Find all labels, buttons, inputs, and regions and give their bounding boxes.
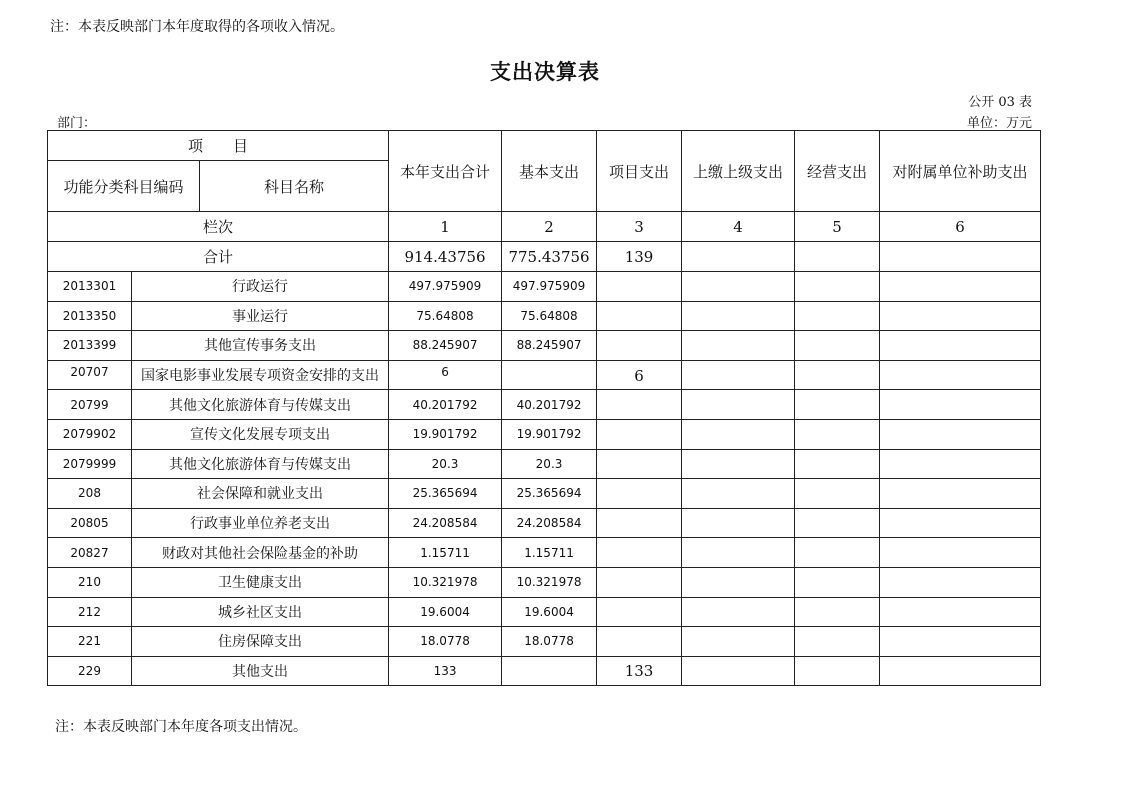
table-row: [48, 449, 1041, 479]
row-total-value: 133: [389, 656, 502, 686]
row-business-value: [795, 538, 880, 568]
header-col-total: 本年支出合计: [389, 131, 502, 212]
row-name: 国家电影事业发展专项资金安排的支出: [132, 360, 389, 390]
table-row: [48, 656, 1041, 686]
row-total-value: 497.975909: [389, 272, 502, 302]
row-total-value: 1.15711: [389, 538, 502, 568]
row-project-value: 6: [597, 360, 682, 390]
row-project-value: [597, 508, 682, 538]
lanci-row: [48, 212, 1041, 242]
row-project-value: [597, 331, 682, 361]
expenditure-table: [47, 130, 1041, 686]
row-name: 其他支出: [132, 656, 389, 686]
row-project-value: [597, 567, 682, 597]
row-project-value: [597, 419, 682, 449]
row-name: 其他文化旅游体育与传媒支出: [132, 390, 389, 420]
table-row: [48, 419, 1041, 449]
table-row: [48, 479, 1041, 509]
row-subsidy-value: [880, 301, 1041, 331]
row-basic-value: 10.321978: [502, 567, 597, 597]
row-upper-value: [682, 419, 795, 449]
row-basic-value: 497.975909: [502, 272, 597, 302]
row-upper-value: [682, 538, 795, 568]
row-project-value: [597, 301, 682, 331]
lanci-num: 5: [795, 212, 880, 242]
row-upper-value: [682, 449, 795, 479]
row-basic-value: 75.64808: [502, 301, 597, 331]
row-upper-value: [682, 597, 795, 627]
row-upper-value: [682, 390, 795, 420]
row-code: 20827: [48, 538, 132, 568]
row-upper-value: [682, 479, 795, 509]
bottom-note: 注：本表反映部门本年度各项支出情况。: [55, 719, 307, 735]
row-business-value: [795, 479, 880, 509]
row-project-value: [597, 538, 682, 568]
row-name: 卫生健康支出: [132, 567, 389, 597]
row-basic-value: [502, 656, 597, 686]
row-business-value: [795, 656, 880, 686]
row-basic-value: 19.6004: [502, 597, 597, 627]
row-upper-value: [682, 656, 795, 686]
header-col-subsidy: 对附属单位补助支出: [880, 131, 1041, 212]
row-total-value: 19.901792: [389, 419, 502, 449]
row-name: 行政事业单位养老支出: [132, 508, 389, 538]
lanci-num: 2: [502, 212, 597, 242]
row-basic-value: 20.3: [502, 449, 597, 479]
row-upper-value: [682, 627, 795, 657]
row-basic-value: 40.201792: [502, 390, 597, 420]
row-basic-value: 19.901792: [502, 419, 597, 449]
header-col-basic: 基本支出: [502, 131, 597, 212]
row-subsidy-value: [880, 597, 1041, 627]
row-name: 其他宣传事务支出: [132, 331, 389, 361]
row-code: 210: [48, 567, 132, 597]
row-basic-value: [502, 360, 597, 390]
row-total-value: 18.0778: [389, 627, 502, 657]
row-name: 社会保障和就业支出: [132, 479, 389, 509]
row-subsidy-value: [880, 360, 1041, 390]
total-value: [795, 242, 880, 272]
header-col-project: 项目支出: [597, 131, 682, 212]
row-upper-value: [682, 301, 795, 331]
header-col-upper: 上缴上级支出: [682, 131, 795, 212]
header-item: 项 目: [48, 131, 389, 161]
row-basic-value: 25.365694: [502, 479, 597, 509]
table-row: [48, 360, 1041, 390]
header-row: [48, 131, 1041, 161]
row-upper-value: [682, 360, 795, 390]
row-business-value: [795, 390, 880, 420]
row-total-value: 10.321978: [389, 567, 502, 597]
total-value: 139: [597, 242, 682, 272]
row-code: 2013301: [48, 272, 132, 302]
row-basic-value: 1.15711: [502, 538, 597, 568]
page-title: 支出决算表: [490, 59, 600, 84]
row-business-value: [795, 301, 880, 331]
total-value: 775.43756: [502, 242, 597, 272]
row-subsidy-value: [880, 567, 1041, 597]
row-code: 2013350: [48, 301, 132, 331]
row-subsidy-value: [880, 272, 1041, 302]
row-business-value: [795, 419, 880, 449]
row-business-value: [795, 272, 880, 302]
total-value: [880, 242, 1041, 272]
total-value: [682, 242, 795, 272]
row-code: 229: [48, 656, 132, 686]
row-business-value: [795, 567, 880, 597]
row-code: 221: [48, 627, 132, 657]
row-subsidy-value: [880, 508, 1041, 538]
total-label: 合计: [48, 242, 389, 272]
table-row: [48, 627, 1041, 657]
row-business-value: [795, 331, 880, 361]
row-project-value: [597, 627, 682, 657]
row-code: 20805: [48, 508, 132, 538]
table-row: [48, 272, 1041, 302]
row-name: 事业运行: [132, 301, 389, 331]
row-total-value: 88.245907: [389, 331, 502, 361]
total-row: [48, 242, 1041, 272]
row-upper-value: [682, 567, 795, 597]
table-row: [48, 597, 1041, 627]
row-business-value: [795, 597, 880, 627]
table-row: [48, 538, 1041, 568]
unit-label: 单位：万元: [966, 116, 1032, 131]
row-name: 行政运行: [132, 272, 389, 302]
row-total-value: 24.208584: [389, 508, 502, 538]
header-col-business: 经营支出: [795, 131, 880, 212]
header-name: 科目名称: [200, 161, 389, 212]
row-total-value: 75.64808: [389, 301, 502, 331]
row-subsidy-value: [880, 479, 1041, 509]
department-label: 部门：: [57, 116, 97, 131]
row-project-value: [597, 390, 682, 420]
row-project-value: [597, 479, 682, 509]
row-business-value: [795, 449, 880, 479]
lanci-num: 4: [682, 212, 795, 242]
row-name: 宣传文化发展专项支出: [132, 419, 389, 449]
row-subsidy-value: [880, 627, 1041, 657]
table-row: [48, 390, 1041, 420]
row-name: 城乡社区支出: [132, 597, 389, 627]
row-basic-value: 18.0778: [502, 627, 597, 657]
row-name: 住房保障支出: [132, 627, 389, 657]
row-subsidy-value: [880, 390, 1041, 420]
row-subsidy-value: [880, 538, 1041, 568]
row-code: 208: [48, 479, 132, 509]
row-basic-value: 24.208584: [502, 508, 597, 538]
row-subsidy-value: [880, 419, 1041, 449]
table-row: [48, 567, 1041, 597]
row-name: 财政对其他社会保险基金的补助: [132, 538, 389, 568]
row-project-value: [597, 597, 682, 627]
row-subsidy-value: [880, 449, 1041, 479]
row-total-value: 25.365694: [389, 479, 502, 509]
row-business-value: [795, 360, 880, 390]
row-code: 2079999: [48, 449, 132, 479]
table-row: [48, 331, 1041, 361]
form-number: 公开 03 表: [968, 95, 1032, 110]
total-value: 914.43756: [389, 242, 502, 272]
row-code: 20707: [48, 360, 132, 390]
lanci-num: 1: [389, 212, 502, 242]
row-code: 2013399: [48, 331, 132, 361]
row-total-value: 6: [389, 360, 502, 390]
row-code: 20799: [48, 390, 132, 420]
row-project-value: [597, 449, 682, 479]
row-upper-value: [682, 331, 795, 361]
lanci-num: 6: [880, 212, 1041, 242]
row-upper-value: [682, 272, 795, 302]
row-total-value: 20.3: [389, 449, 502, 479]
header-code: 功能分类科目编码: [48, 161, 200, 212]
row-basic-value: 88.245907: [502, 331, 597, 361]
row-business-value: [795, 627, 880, 657]
row-code: 212: [48, 597, 132, 627]
row-subsidy-value: [880, 331, 1041, 361]
row-total-value: 19.6004: [389, 597, 502, 627]
table-row: [48, 301, 1041, 331]
top-note: 注：本表反映部门本年度取得的各项收入情况。: [50, 19, 344, 35]
row-upper-value: [682, 508, 795, 538]
row-project-value: 133: [597, 656, 682, 686]
row-project-value: [597, 272, 682, 302]
row-name: 其他文化旅游体育与传媒支出: [132, 449, 389, 479]
row-total-value: 40.201792: [389, 390, 502, 420]
row-code: 2079902: [48, 419, 132, 449]
lanci-label: 栏次: [48, 212, 389, 242]
row-business-value: [795, 508, 880, 538]
table-row: [48, 508, 1041, 538]
lanci-num: 3: [597, 212, 682, 242]
row-subsidy-value: [880, 656, 1041, 686]
